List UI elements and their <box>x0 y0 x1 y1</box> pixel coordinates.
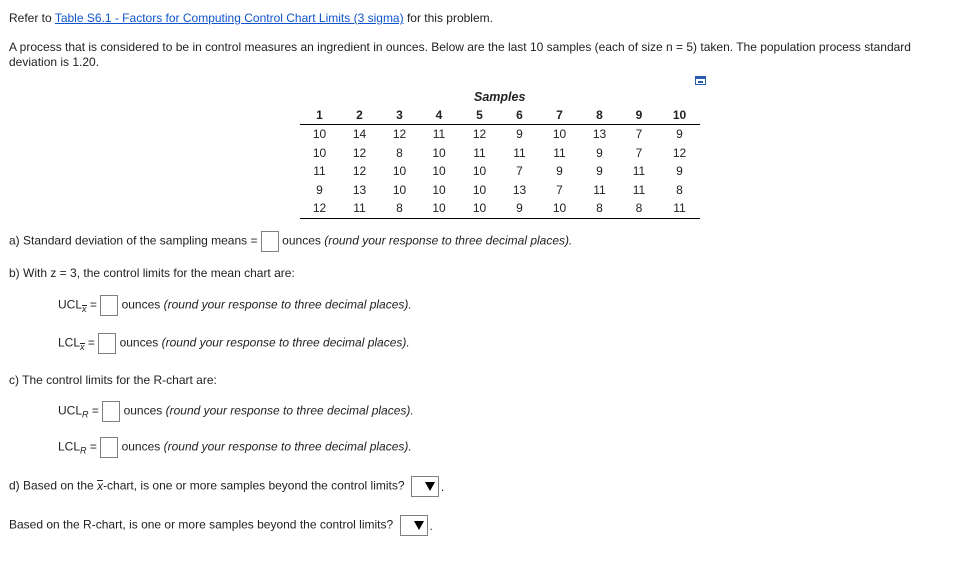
question-d-suffix: -chart, is one or more samples beyond the control limits? <box>103 478 405 493</box>
ucl-label: UCL <box>58 403 83 418</box>
xbar-subscript: x <box>82 303 87 314</box>
table-cell: 9 <box>596 145 603 160</box>
ucl-xbar-row <box>58 295 412 316</box>
units-label: ounces <box>121 439 161 454</box>
table-cell: 12 <box>300 199 339 218</box>
table-cell: 12 <box>352 145 367 160</box>
table-cell: 9 <box>500 199 539 218</box>
question-b-intro: b) With z = 3, the control limits for the mean chart are: <box>9 266 295 280</box>
table-cell: 12 <box>672 145 687 160</box>
question-e <box>9 515 433 536</box>
table-cell: 11 <box>432 127 446 142</box>
equals-sign: = <box>91 403 99 418</box>
column-header: 7 <box>539 106 580 125</box>
rounding-note: (round your response to three decimal places). <box>324 233 573 248</box>
table-cell: 9 <box>676 127 683 142</box>
equals-sign: = <box>89 297 97 312</box>
table-cell: 10 <box>312 145 327 160</box>
intro-prefix: Refer to <box>9 11 55 25</box>
table-cell: 10 <box>472 164 487 179</box>
table-cell: 12 <box>472 127 487 142</box>
table-row <box>300 199 700 218</box>
table-cell: 13 <box>592 127 607 142</box>
problem-statement: A process that is considered to be in control measures an ingredient in ounces. Below are the last 10 samples (each of size n = 5) taken. The population process standard deviation is 1.20. <box>9 40 911 69</box>
triangle-down-icon <box>414 521 424 530</box>
samples-table <box>300 106 700 219</box>
table-cell: 10 <box>539 199 580 218</box>
question-d-prefix: d) Based on the <box>9 478 98 493</box>
equals-sign: = <box>89 439 97 454</box>
ucl-xbar-input[interactable] <box>100 295 118 316</box>
units-label: ounces <box>123 403 163 418</box>
lcl-xbar-row <box>58 333 410 354</box>
copy-table-icon[interactable] <box>695 75 706 85</box>
table-header-row <box>300 106 700 125</box>
units-label: ounces <box>119 335 159 350</box>
table-cell: 13 <box>512 182 527 197</box>
rounding-note: (round your response to three decimal places). <box>163 297 412 312</box>
table-cell: 8 <box>676 182 683 197</box>
table-cell: 8 <box>396 145 403 160</box>
column-header: 9 <box>619 106 659 125</box>
table-cell: 10 <box>459 199 500 218</box>
intro-suffix: for this problem. <box>403 11 493 25</box>
table-cell: 9 <box>316 182 323 197</box>
table-cell: 10 <box>432 182 446 197</box>
table-cell: 9 <box>556 164 563 179</box>
trailing-dot: . <box>440 479 445 494</box>
ucl-label: UCL <box>58 297 83 312</box>
r-subscript: R <box>80 445 87 456</box>
question-c-intro: c) The control limits for the R-chart are: <box>9 373 217 387</box>
lcl-label: LCL <box>58 439 81 454</box>
rounding-note: (round your response to three decimal places). <box>165 403 414 418</box>
ucl-r-row <box>58 401 414 422</box>
table-cell: 7 <box>635 127 643 142</box>
table-cell: 10 <box>312 127 327 142</box>
table-cell: 13 <box>352 182 367 197</box>
column-header: 2 <box>339 106 380 125</box>
table-row <box>300 144 700 163</box>
units-label: ounces <box>282 233 321 248</box>
column-header: 10 <box>659 106 700 125</box>
column-header: 4 <box>419 106 459 125</box>
column-header: 8 <box>580 106 619 125</box>
column-header: 1 <box>300 106 339 125</box>
table-cell: 11 <box>593 182 606 197</box>
table-cell: 10 <box>392 182 407 197</box>
table-cell: 7 <box>516 164 523 179</box>
trailing-dot: . <box>429 518 433 533</box>
table-cell: 8 <box>619 199 659 218</box>
lcl-r-row <box>58 437 412 458</box>
question-d <box>9 476 444 497</box>
question-a <box>9 231 572 252</box>
table-row <box>300 162 700 181</box>
units-label: ounces <box>121 297 161 312</box>
table-row <box>300 181 700 200</box>
column-header: 3 <box>380 106 419 125</box>
lcl-label: LCL <box>58 335 81 350</box>
table-cell: 11 <box>553 145 566 160</box>
table-cell: 9 <box>676 164 683 179</box>
lcl-r-input[interactable] <box>100 437 118 458</box>
table-cell: 10 <box>392 164 407 179</box>
column-header: 6 <box>500 106 539 125</box>
table-title: Samples <box>474 90 526 104</box>
question-e-label: Based on the R-chart, is one or more samples beyond the control limits? <box>9 517 394 532</box>
question-a-label: a) Standard deviation of the sampling means = <box>9 233 258 248</box>
table-cell: 11 <box>632 164 646 179</box>
xbar-beyond-limits-dropdown[interactable] <box>411 476 439 497</box>
rounding-note: (round your response to three decimal places). <box>161 335 410 350</box>
table-cell: 11 <box>339 199 380 218</box>
table-cell: 7 <box>635 145 643 160</box>
std-dev-means-input[interactable] <box>261 231 279 252</box>
table-cell: 10 <box>432 145 446 160</box>
table-cell: 11 <box>513 145 526 160</box>
table-cell: 8 <box>580 199 619 218</box>
rounding-note: (round your response to three decimal places). <box>163 439 412 454</box>
lcl-xbar-input[interactable] <box>98 333 116 354</box>
table-cell: 9 <box>596 164 603 179</box>
column-header: 5 <box>459 106 500 125</box>
intro-line <box>9 11 493 25</box>
xbar-subscript: x <box>80 341 85 352</box>
r-subscript: R <box>82 409 89 420</box>
table-cell: 11 <box>659 199 700 218</box>
table-row <box>300 125 700 144</box>
table-cell: 11 <box>632 182 646 197</box>
table-cell: 12 <box>392 127 407 142</box>
table-cell: 9 <box>516 127 523 142</box>
table-cell: 7 <box>556 182 563 197</box>
ucl-r-input[interactable] <box>102 401 120 422</box>
table-cell: 10 <box>432 164 446 179</box>
table-reference-link[interactable]: Table S6.1 - Factors for Computing Control Chart Limits (3 sigma) <box>54 11 404 25</box>
table-cell: 10 <box>419 199 459 218</box>
triangle-down-icon <box>425 482 435 491</box>
table-cell: 8 <box>380 199 419 218</box>
table-cell: 11 <box>313 164 326 179</box>
r-beyond-limits-dropdown[interactable] <box>400 515 428 536</box>
table-cell: 10 <box>472 182 487 197</box>
table-cell: 12 <box>352 164 367 179</box>
table-cell: 14 <box>352 127 367 142</box>
table-cell: 10 <box>552 127 567 142</box>
equals-sign: = <box>87 335 95 350</box>
table-cell: 11 <box>473 145 486 160</box>
xbar-variable: x <box>97 478 104 493</box>
